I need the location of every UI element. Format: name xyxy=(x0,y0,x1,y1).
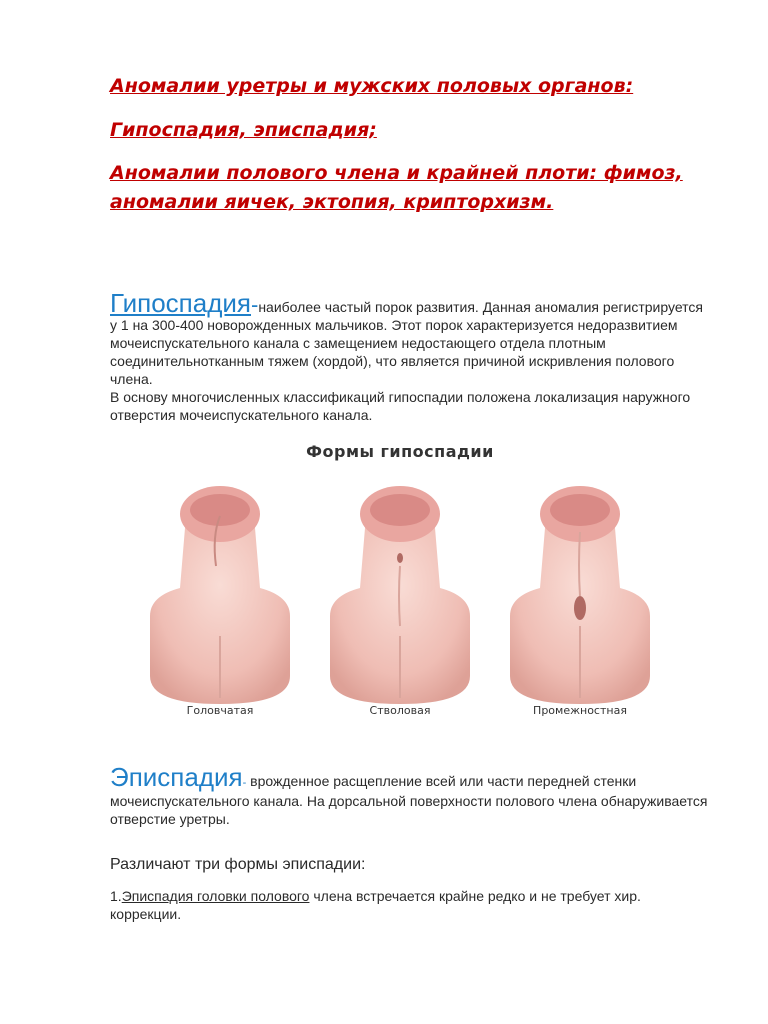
heading-urethra-anomalies: Аномалии уретры и мужских половых органов: xyxy=(110,75,634,97)
penile-form-illustration xyxy=(320,476,480,706)
item-number: 1. xyxy=(110,888,122,904)
epispadias-paragraph xyxy=(110,764,710,828)
item-text: члена встречается крайне редко и не требует хир. коррекции. xyxy=(110,888,641,922)
epispadias-text: врожденное расщепление всей или части передней стенки мочеиспускательного канала. На дорсальной поверхности полового члена обнаруживается отверстие уретры. xyxy=(110,773,708,827)
epispadias-glans-link[interactable]: Эписпадия головки полового xyxy=(121,888,310,904)
epispadias-forms-heading: Различают три формы эписпадии: xyxy=(110,856,366,873)
heading-hypospadias-epispadias: Гипоспадия, эписпадия; xyxy=(110,119,377,141)
perineal-form-illustration xyxy=(500,476,660,706)
term-dash-small: - xyxy=(242,777,247,789)
glandular-form-illustration xyxy=(140,476,300,706)
hypospadias-term[interactable]: Гипоспадия xyxy=(110,288,251,318)
figure-title: Формы гипоспадии xyxy=(306,442,494,461)
hypospadias-classification-text: В основу многочисленных классификаций гипоспадии положена локализация наружного отверстия мочеиспускательного канала. xyxy=(110,389,691,423)
hypospadias-text: наиболее частый порок развития. Данная аномалия регистрируется у 1 на 300-400 новорожденных мальчиков. Этот порок характеризуется недоразвитием мочеиспускательного канала с замещением недостающего отдела плотным соединительнотканным тяжем (хордой), что является причиной искривления полового члена. xyxy=(110,299,704,387)
epispadias-term: Эписпадия xyxy=(110,762,243,792)
term-dash: - xyxy=(251,292,259,317)
label-glandular: Головчатая xyxy=(186,704,254,717)
hypospadias-paragraph xyxy=(110,290,710,424)
label-penile: Стволовая xyxy=(369,704,431,717)
heading-penis-anomalies: Аномалии полового члена и крайней плоти: фимоз, аномалии яичек, эктопия, крипторхизм. xyxy=(110,162,683,213)
label-perineal: Промежностная xyxy=(533,704,627,717)
hypospadias-forms-figure xyxy=(130,440,670,722)
epispadias-form-item-1 xyxy=(110,887,710,923)
